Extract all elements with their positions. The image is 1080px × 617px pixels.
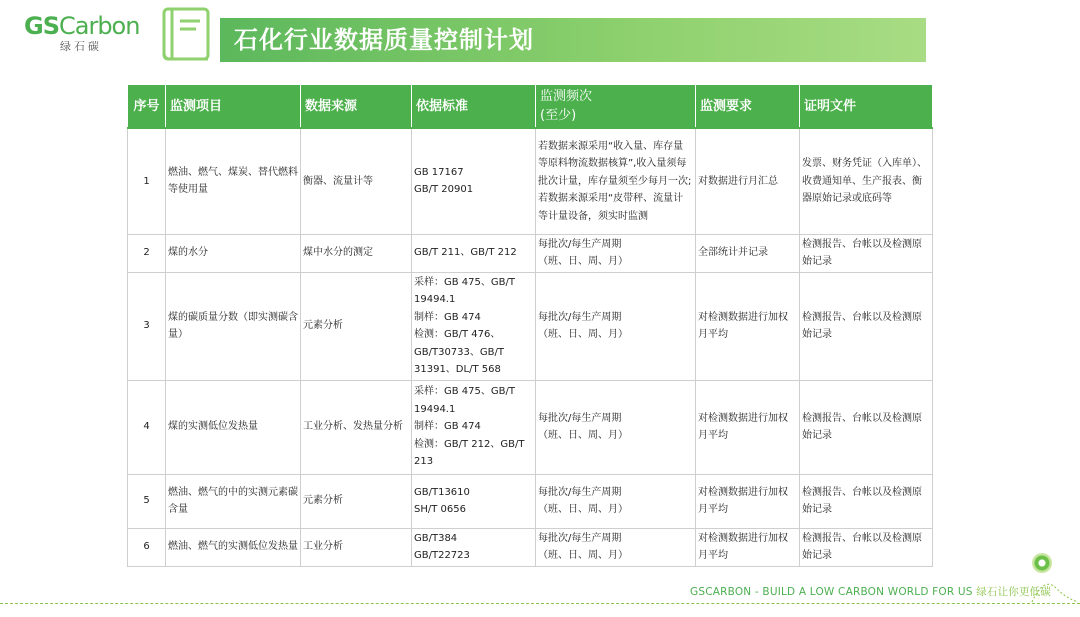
header-item: 监测项目 [166, 85, 301, 129]
table-row [128, 474, 933, 528]
table-row [128, 128, 933, 234]
header-evidence: 证明文件 [800, 85, 933, 129]
quality-control-table [127, 84, 932, 567]
cell-index: 2 [128, 234, 166, 272]
cell-evidence: 检测报告、台帐以及检测原始记录 [800, 272, 933, 380]
cell-evidence: 检测报告、台帐以及检测原始记录 [800, 234, 933, 272]
header-index: 序号 [128, 85, 166, 129]
footer-slogan [690, 584, 1051, 599]
header-standard: 依据标准 [412, 85, 536, 129]
cell-frequency: 若数据来源采用“收入量、库存量等原料物流数据核算”,收入量须每批次计量，库存量须至少每月一次; 若数据来源采用“皮带秤、流量计等计量设备，须实时监测 [536, 128, 696, 234]
table-row [128, 234, 933, 272]
table-row [128, 380, 933, 474]
table-row [128, 272, 933, 380]
cell-standard: GB/T13610 SH/T 0656 [412, 474, 536, 528]
cell-frequency: 每批次/每生产周期 （班、日、周、月） [536, 272, 696, 380]
cell-frequency: 每批次/每生产周期 （班、日、周、月） [536, 380, 696, 474]
cell-frequency: 每批次/每生产周期 （班、日、周、月） [536, 234, 696, 272]
cell-source: 元素分析 [301, 474, 412, 528]
cell-item: 燃油、燃气的中的实测元素碳含量 [166, 474, 301, 528]
cell-item: 燃油、燃气、煤炭、替代燃料等使用量 [166, 128, 301, 234]
company-logo [24, 12, 144, 54]
cell-standard: GB 17167 GB/T 20901 [412, 128, 536, 234]
table-header-row [128, 85, 933, 129]
cell-standard: GB/T384 GB/T22723 [412, 528, 536, 566]
cell-index: 4 [128, 380, 166, 474]
footer-divider [0, 603, 1080, 604]
cell-index: 1 [128, 128, 166, 234]
header-frequency: 监测频次 (至少) [536, 85, 696, 129]
cell-index: 3 [128, 272, 166, 380]
footer-slogan-cn: 绿石让你更低碳 [976, 586, 1052, 598]
cell-evidence: 检测报告、台帐以及检测原始记录 [800, 380, 933, 474]
data-table [127, 84, 933, 567]
page-title: 石化行业数据质量控制计划 [234, 26, 534, 54]
cell-requirement: 对数据进行月汇总 [696, 128, 800, 234]
cell-requirement: 对检测数据进行加权月平均 [696, 272, 800, 380]
cell-frequency: 每批次/每生产周期 （班、日、周、月） [536, 528, 696, 566]
header-requirement: 监测要求 [696, 85, 800, 129]
cell-item: 煤的实测低位发热量 [166, 380, 301, 474]
cell-evidence: 检测报告、台帐以及检测原始记录 [800, 528, 933, 566]
cell-source: 衡器、流量计等 [301, 128, 412, 234]
logo-carbon: Carbon [58, 12, 140, 40]
cell-evidence: 发票、财务凭证（入库单）、收费通知单、生产报表、衡器原始记录或底码等 [800, 128, 933, 234]
cell-standard: GB/T 211、GB/T 212 [412, 234, 536, 272]
cell-source: 工业分析、发热量分析 [301, 380, 412, 474]
logo-wordmark [24, 12, 144, 40]
cell-requirement: 对检测数据进行加权月平均 [696, 528, 800, 566]
cell-standard: 采样：GB 475、GB/T 19494.1 制样：GB 474 检测：GB/T 476、GB/T30733、GB/T 31391、DL/T 568 [412, 272, 536, 380]
cell-item: 燃油、燃气的实测低位发热量 [166, 528, 301, 566]
cell-item: 煤的碳质量分数（即实测碳含量） [166, 272, 301, 380]
logo-subtitle: 绿石碳 [60, 40, 102, 53]
cell-source: 工业分析 [301, 528, 412, 566]
cell-evidence: 检测报告、台帐以及检测原始记录 [800, 474, 933, 528]
cell-index: 5 [128, 474, 166, 528]
title-band [220, 18, 926, 62]
header-source: 数据来源 [301, 85, 412, 129]
cell-source: 元素分析 [301, 272, 412, 380]
cell-standard: 采样：GB 475、GB/T 19494.1 制样：GB 474 检测：GB/T 212、GB/T 213 [412, 380, 536, 474]
cell-index: 6 [128, 528, 166, 566]
book-icon [162, 7, 212, 63]
table-row [128, 528, 933, 566]
cell-requirement: 对检测数据进行加权月平均 [696, 380, 800, 474]
footer-slogan-en: GSCARBON - BUILD A LOW CARBON WORLD FOR US [690, 586, 973, 598]
cell-requirement: 对检测数据进行加权月平均 [696, 474, 800, 528]
logo-gs: GS [24, 12, 59, 40]
cell-item: 煤的水分 [166, 234, 301, 272]
cell-source: 煤中水分的测定 [301, 234, 412, 272]
footer-logo-dot-icon [1032, 553, 1052, 573]
cell-requirement: 全部统计并记录 [696, 234, 800, 272]
cell-frequency: 每批次/每生产周期 （班、日、周、月） [536, 474, 696, 528]
